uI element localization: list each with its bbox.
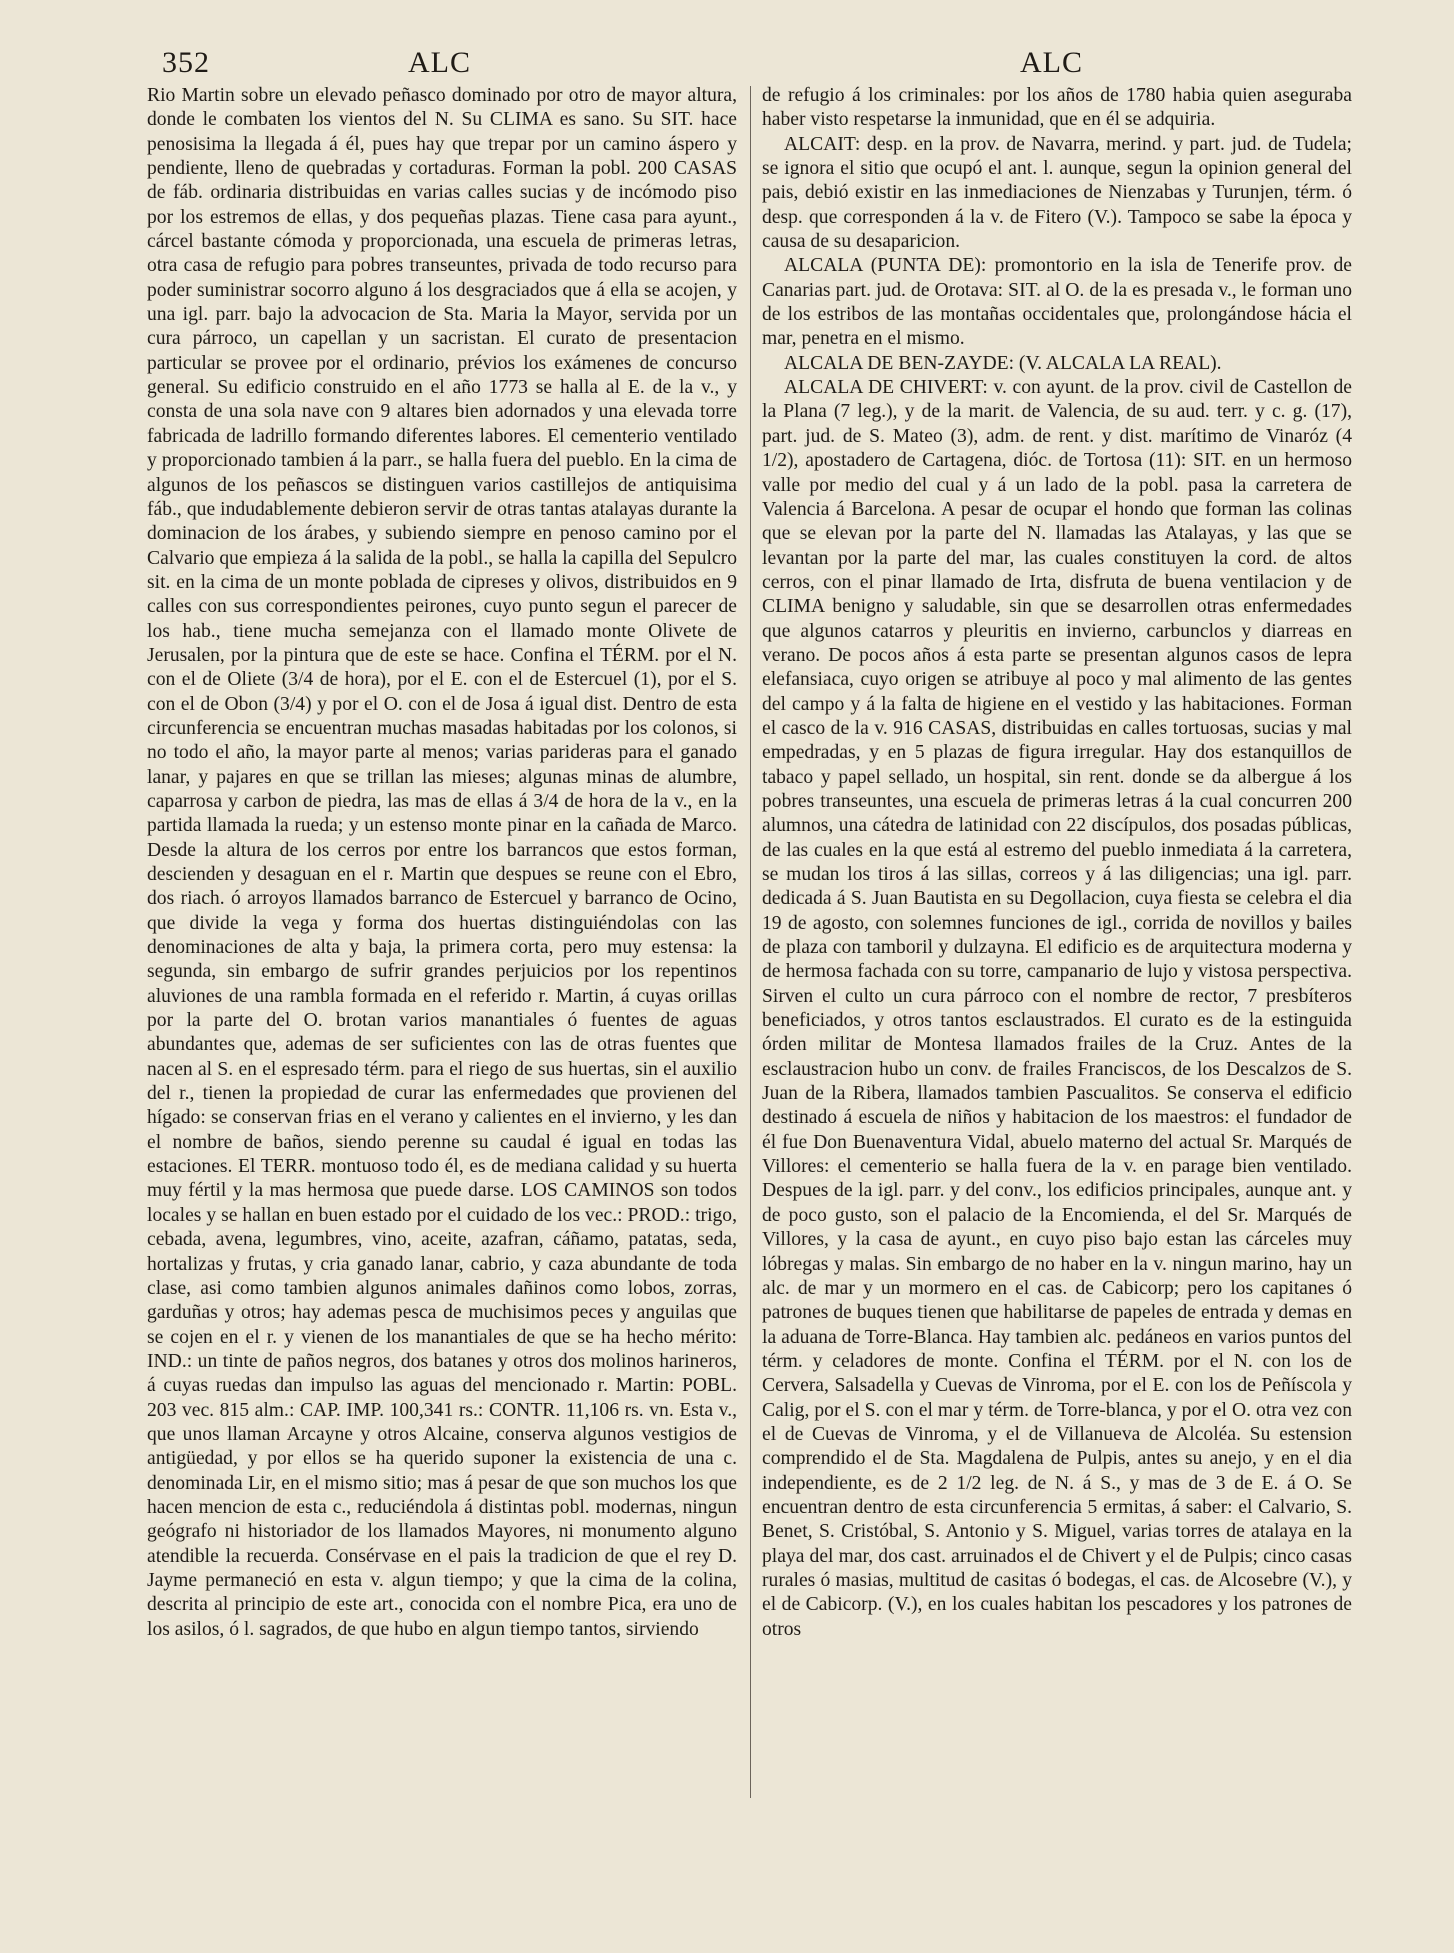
running-head-right: ALC xyxy=(1020,46,1083,79)
page-header xyxy=(150,46,1380,86)
running-head-left: ALC xyxy=(408,46,471,79)
right-paragraph-1: de refugio á los criminales: por los años de 1780 habia quien aseguraba haber visto respetarse la inmunidad, que en él se adquiria. xyxy=(762,85,1352,131)
left-column xyxy=(147,84,737,1642)
column-divider xyxy=(750,86,751,1798)
page-number: 352 xyxy=(162,46,210,79)
entry-alcala-ben-zayde: ALCALA DE BEN-ZAYDE: (V. ALCALA LA REAL). xyxy=(784,352,1222,374)
entry-alcala-punta: ALCALA (PUNTA DE): promontorio en la isla de Tenerife prov. de Canarias part. jud. de Orotava: SIT. al O. de la es presada v., le forman uno de los estribos de las montañas occidentales que, prolongándose hácia el mar, penetra en el mismo. xyxy=(762,255,1352,350)
entry-alcait: ALCAIT: desp. en la prov. de Navarra, merind. y part. jud. de Tudela; se ignora el sitio que ocupó el ant. l. aunque, segun la opinion general del pais, debió existir en las inmediaciones de Nienzabas y Turunjen, térm. ó desp. que corresponden á la v. de Fitero (V.). Tampoco se sabe la época y causa de su desaparicion. xyxy=(762,133,1352,253)
entry-alcala-chivert: ALCALA DE CHIVERT: v. con ayunt. de la prov. civil de Castellon de la Plana (7 leg.), y de la marit. de Valencia, de su aud. terr. y c. g. (17), part. jud. de S. Mateo (3), adm. de rent. y dist. marítimo de Vinaróz (4 1/2), apostadero de Cartagena, dióc. de Tortosa (11): SIT. en un hermoso valle por medio del cual y á un lado de la pobl. pasa la carretera de Valencia á Barcelona. A pesar de ocupar el hondo que forman las colinas que se elevan por la parte del N. llamadas las Atalayas, y las que se levantan por la parte del mar, las cuales constituyen la cord. de altos cerros, con el pinar llamado de Irta, disfruta de buena ventilacion y de CLIMA benigno y saludable, sin que se desarrollen otras enfermedades que algunos catarros y pleuritis en invierno, carbunclos y diarreas en verano. De pocos años á esta parte se presentan algunos casos de lepra elefansiaca, cuyo origen se atribuye al poco y mal alimento de las gentes del campo y á la falta de higiene en el vestido y las habitaciones. Forman el casco de la v. 916 CASAS, distribuidas en calles tortuosas, sucias y mal empedradas, y en 5 plazas de figura irregular. Hay dos estanquillos de tabaco y papel sellado, un hospital, sin rent. donde se da albergue á los pobres transeuntes, una escuela de primeras letras á la cual concurren 200 alumnos, una cátedra de latinidad con 22 discípulos, dos posadas públicas, de las cuales en la que está al estremo del pueblo inmediata á la carretera, se mudan los tiros á las sillas, correos y á las diligencias; una igl. parr. dedicada á S. Juan Bautista en su Degollacion, cuya fiesta se celebra el dia 19 de agosto, con solemnes funciones de igl., corrida de novillos y bailes de plaza con tamboril y dulzayna. El edificio es de arquitectura moderna y de hermosa fachada con su torre, campanario de lujo y vistosa perspectiva. Sirven el culto un cura párroco con el nombre de rector, 7 presbíteros beneficiados, y otros tantos esclaustrados. El curato es de la estinguida órden militar de Montesa llamados frailes de la Cruz. Antes de la esclaustracion hubo un conv. de frailes Franciscos, de los Descalzos de S. Juan de la Ribera, llamados tambien Pascualitos. Se conserva el edificio destinado á escuela de niños y habitacion de los maestros: el fundador de él fue Don Buenaventura Vidal, abuelo materno del actual Sr. Marqués de Villores: el cementerio se halla fuera de la v. en parage bien ventilado. Despues de la igl. parr. y del conv., los edificios principales, aunque ant. y de poco gusto, son el palacio de la Encomienda, el del Sr. Marqués de Villores, y la casa de ayunt., en cuyo piso bajo estan las cárceles muy lóbregas y malas. Sin embargo de no haber en la v. ningun marino, hay un alc. de mar y un mormero en el cas. de Cabicorp; pero los capitanes ó patrones de buques tienen que habilitarse de papeles de entrada y demas en la aduana de Torre-Blanca. Hay tambien alc. pedáneos en varios puntos del térm. y celadores de monte. Confina el TÉRM. por el N. con los de Cervera, Salsadella y Cuevas de Vinroma, por el E. con los de Peñíscola y Calig, por el S. con el mar y térm. de Torre-blanca, y por el O. otra vez con el de Cuevas de Vinroma, y el de Villanueva de Alcoléa. Su estension comprendido el de Sta. Magdalena de Pulpis, antes su anejo, y en el dia independiente, es de 2 1/2 leg. de N. á S., y mas de 3 de E. á O. Se encuentran dentro de esta circunferencia 5 ermitas, á saber: el Calvario, S. Benet, S. Cristóbal, S. Antonio y S. Miguel, varias torres de atalaya en la playa del mar, dos cast. arruinados el de Chivert y el de Pulpis; cinco casas rurales ó masias, multitud de casitas ó bodegas, el cas. de Alcosebre (V.), y el de Cabicorp. (V.), en los cuales habitan los pescadores y los patrones de otros xyxy=(762,377,1352,1640)
right-column xyxy=(762,84,1352,1642)
left-paragraph-1: Rio Martin sobre un elevado peñasco dominado por otro de mayor altura, donde le combaten los vientos del N. Su CLIMA es sano. Su SIT. hace penosisima la llegada á él, pues hay que trepar por un camino áspero y pendiente, lleno de quebradas y cortaduras. Forman la pobl. 200 CASAS de fáb. ordinaria distribuidas en varias calles sucias y de incómodo piso por los estremos de ellas, y dos pequeñas plazas. Tiene casa para ayunt., cárcel bastante cómoda y proporcionada, una escuela de primeras letras, otra casa de refugio para pobres transeuntes, privada de todo recurso para poder suministrar socorro alguno á los desgraciados que á ella se acojen, y una igl. parr. bajo la advocacion de Sta. Maria la Mayor, servida por un cura párroco, un capellan y un sacristan. El curato de presentacion particular se provee por el ordinario, prévios los exámenes de concurso general. Su edificio construido en el año 1773 se halla al E. de la v., y consta de una sola nave con 9 altares bien adornados y una elevada torre fabricada de ladrillo formando diferentes labores. El cementerio ventilado y proporcionado tambien á la parr., se halla fuera del pueblo. En la cima de algunos de los peñascos se distinguen varios castillejos de antiquisima fáb., que indudablemente debieron servir de otras tantas atalayas durante la dominacion de los árabes, y subiendo siempre en penoso camino por el Calvario que empieza á la salida de la pobl., se halla la capilla del Sepulcro sit. en la cima de un monte poblada de cipreses y olivos, distribuidos en 9 calles con sus correspondientes peirones, cuyo punto segun el parecer de los hab., tiene mucha semejanza con el llamado monte Olivete de Jerusalen, por la pintura que de este se hace. Confina el TÉRM. por el N. con el de Oliete (3/4 de hora), por el E. con el de Estercuel (1), por el S. con el de Obon (3/4) y por el O. con el de Josa á igual dist. Dentro de esta circunferencia se encuentran muchas masadas habitadas por los colonos, si no todo el año, la mayor parte al menos; varias parideras para el ganado lanar, y pajares en que se trillan las mieses; algunas minas de alumbre, caparrosa y carbon de piedra, las mas de ellas á 3/4 de hora de la v., en la partida llamada la rueda; y un estenso monte pinar en la cañada de Marco. Desde la altura de los cerros por entre los barrancos que estos forman, descienden y desaguan en el r. Martin que despues se reune con el Ebro, dos riach. ó arroyos llamados barranco de Estercuel y barranco de Ocino, que divide la vega y forma dos huertas distinguiéndolas con las denominaciones de alta y baja, la primera corta, pero muy estensa: la segunda, sin embargo de sufrir grandes perjuicios por los repentinos aluviones de una rambla formada en el referido r. Martin, á cuyas orillas por la parte del O. brotan varios manantiales ó fuentes de aguas abundantes que, ademas de ser suficientes con las de otras fuentes que nacen al S. en el espresado térm. para el riego de sus huertas, sin el auxilio del r., tienen la propiedad de curar las enfermedades que provienen del hígado: se conservan frias en el verano y calientes en el invierno, y les dan el nombre de baños, siendo perenne su caudal é igual en todas las estaciones. El TERR. montuoso todo él, es de mediana calidad y su huerta muy fértil y la mas hermosa que puede darse. LOS CAMINOS son todos locales y se hallan en buen estado por el cuidado de los vec.: PROD.: trigo, cebada, avena, legumbres, vino, aceite, azafran, cáñamo, patatas, seda, hortalizas y frutas, y cria ganado lanar, cabrio, y caza abundante de toda clase, asi como tambien algunos animales dañinos como lobos, zorras, garduñas y otros; hay ademas pesca de muchisimos peces y anguilas que se cojen en el r. y vienen de los manantiales de que se ha hecho mérito: IND.: un tinte de paños negros, dos batanes y otros dos molinos harineros, á cuyas ruedas dan impulso las aguas del mencionado r. Martin: POBL. 203 vec. 815 alm.: CAP. IMP. 100,341 rs.: CONTR. 11,106 rs. vn. Esta v., que unos llaman Arcayne y otros Alcaine, conserva algunos vestigios de antigüedad, y por ellos se ha querido suponer la existencia de una c. denominada Lir, en el mismo sitio; mas á pesar de que son muchos los que hacen mencion de esta c., reduciéndola á distintas pobl. modernas, ningun geógrafo ni historiador de los llamados Mayores, ni monumento alguno atendible la recuerda. Consérvase en el pais la tradicion de que el rey D. Jayme permaneció en esta v. algun tiempo; y que la cima de la colina, descrita al principio de este art., conocida con el nombre Pica, era uno de los asilos, ó l. sagrados, de que hubo en algun tiempo tantos, sirviendo xyxy=(147,85,737,1640)
